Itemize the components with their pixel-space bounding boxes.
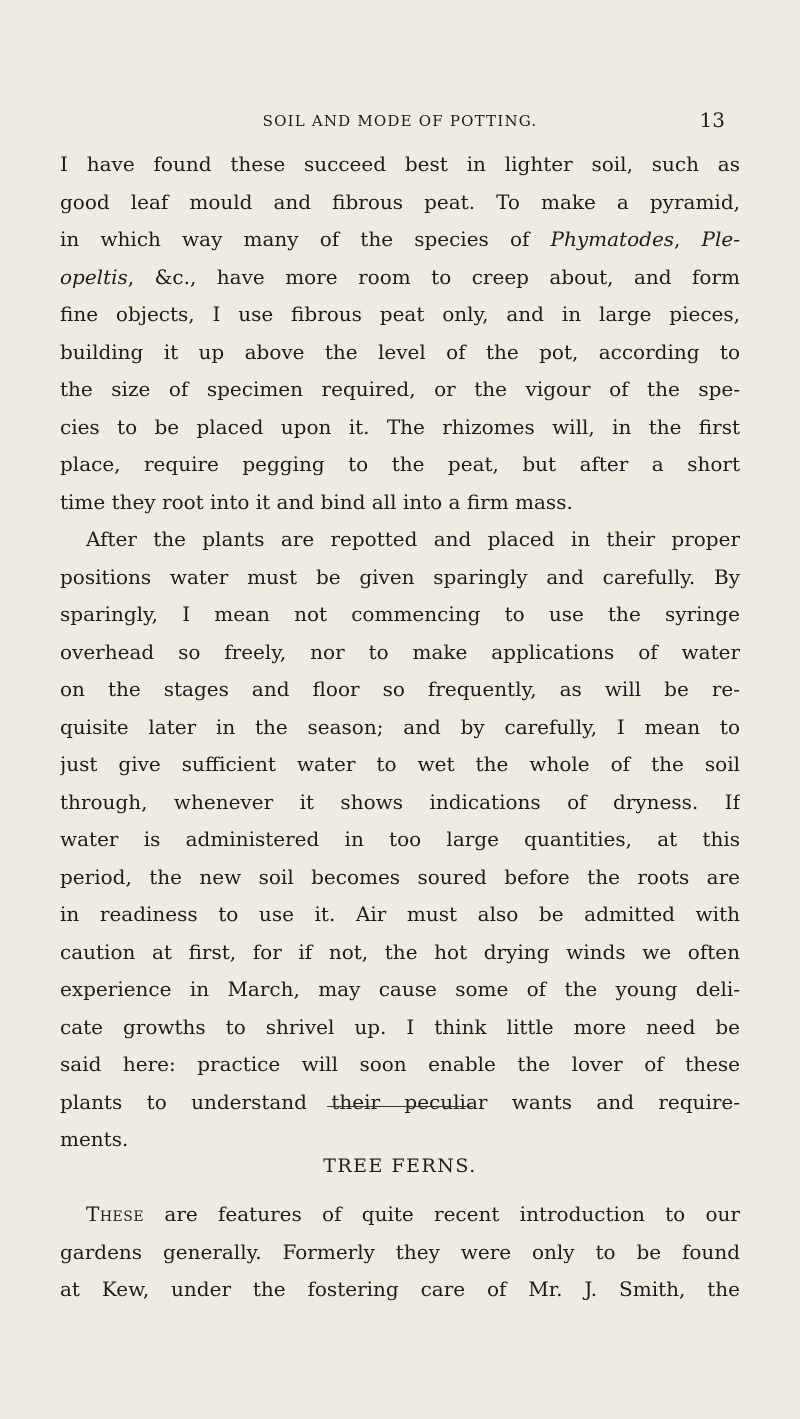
text-line: caution at first, for if not, the hot drying winds we often (60, 939, 740, 964)
text-line: sparingly, I mean not commencing to use the syringe (60, 602, 740, 626)
text-line-rest: are features of quite recent introduction to our (144, 1202, 740, 1226)
section-divider (327, 1106, 473, 1107)
text-line: I have found these succeed best in lighter soil, such as (60, 152, 740, 176)
text-line: good leaf mould and fibrous peat. To make a pyramid, (60, 189, 740, 214)
section-title: TREE FERNS. (323, 1155, 477, 1177)
text-line: gardens generally. Formerly they were only to be found (60, 1239, 740, 1264)
text-line: period, the new soil becomes soured before the roots are (60, 864, 740, 889)
text-line: opeltis, &c., have more room to creep about, and form (60, 264, 740, 289)
text-line: ments. (60, 1127, 129, 1151)
lead-word: These (86, 1202, 145, 1226)
text-line: in readiness to use it. Air must also be admitted with (60, 902, 740, 926)
text-line: cate growths to shrivel up. I think little more need be (60, 1014, 740, 1039)
paragraph-soil (60, 146, 740, 521)
text-line: positions water must be given sparingly and carefully. By (60, 564, 740, 589)
text-line: place, require pegging to the peat, but after a short (60, 452, 740, 476)
text-line: the size of specimen required, or the vigour of the spe- (60, 377, 740, 401)
running-head: SOIL AND MODE OF POTTING. (262, 112, 538, 130)
text-line: cies to be placed upon it. The rhizomes will, in the first (60, 414, 740, 439)
text-line: just give sufficient water to wet the whole of the soil (60, 752, 740, 776)
text-line: said here: practice will soon enable the lover of these (60, 1052, 740, 1076)
text-line: through, whenever it shows indications of dryness. If (60, 789, 740, 814)
text-line: building it up above the level of the pot, according to (60, 339, 740, 364)
text-line: quisite later in the season; and by carefully, I mean to (60, 714, 740, 739)
text-line (60, 1196, 740, 1234)
page-number: 13 (699, 108, 725, 132)
text-line: After the plants are repotted and placed in their proper (86, 527, 740, 551)
text-line: overhead so freely, nor to make applications of water (60, 639, 740, 664)
paragraph-tree-ferns (60, 1196, 740, 1309)
text-line: at Kew, under the fostering care of Mr. J. Smith, the (60, 1277, 740, 1301)
text-line: on the stages and floor so frequently, as will be re- (60, 677, 740, 701)
text-line: time they root into it and bind all into a firm mass. (60, 489, 573, 514)
body-text (60, 146, 740, 1159)
text-line: water is administered in too large quantities, at this (60, 827, 740, 851)
text-line: in which way many of the species of Phymatodes, Ple- (60, 227, 740, 251)
paragraph-watering (60, 521, 740, 1159)
text-line: plants to understand their peculiar wants and require- (60, 1089, 740, 1114)
text-line: fine objects, I use fibrous peat only, and in large pieces, (60, 302, 740, 326)
text-line: experience in March, may cause some of the young deli- (60, 977, 740, 1001)
